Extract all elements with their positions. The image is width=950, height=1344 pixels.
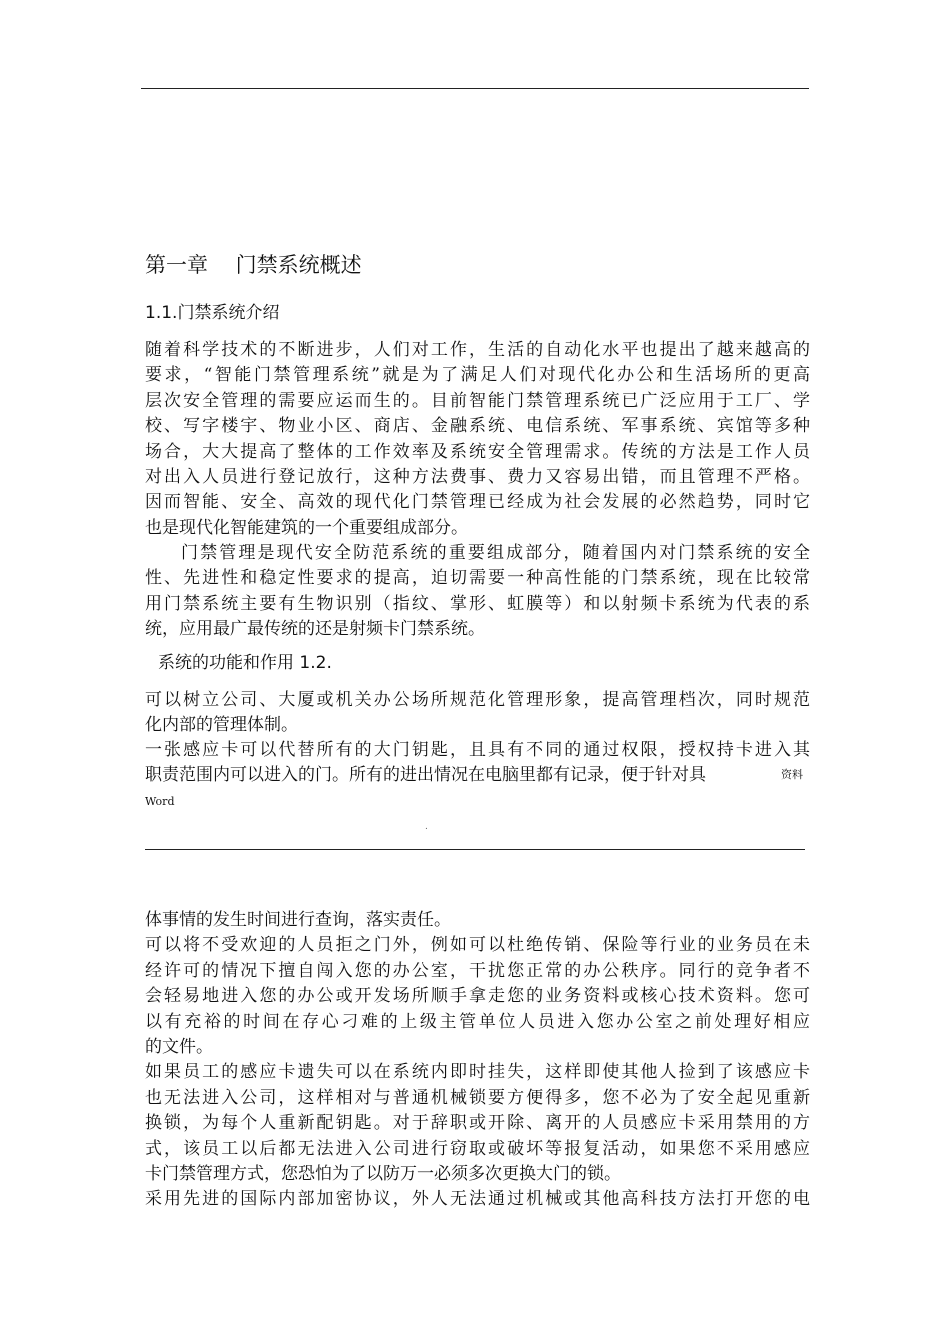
paragraph-line: 统，应用最广最传统的还是射频卡门禁系统。 (145, 619, 485, 640)
paragraph-line: 层次安全管理的需要应运而生的。目前智能门禁管理系统已广泛应用于工厂、学 (145, 390, 810, 411)
paragraph-line: 体事情的发生时间进行查询，落实责任。 (145, 910, 451, 930)
paragraph-line: 职责范围内可以进入的门。所有的进出情况在电脑里都有记录，便于针对具 (145, 765, 706, 786)
paragraph-line: 化内部的管理体制。 (145, 715, 298, 736)
paragraph-line: 采用先进的国际内部加密协议，外人无法通过机械或其他高科技方法打开您的电 (145, 1189, 810, 1210)
paragraph-line: 也无法进入公司，这样相对与普通机械锁要方便得多，您不必为了安全起见重新 (145, 1087, 810, 1108)
paragraph-line: 换锁，为每个人重新配钥匙。对于辞职或开除、离开的人员感应卡采用禁用的方 (145, 1113, 810, 1134)
chapter-title: 第一章 门禁系统概述 (145, 253, 362, 277)
section-heading-1-1: 1.1.门禁系统介绍 (145, 303, 280, 323)
paragraph-line: 校、写字楼宇、物业小区、商店、金融系统、电信系统、军事系统、宾馆等多种 (145, 416, 810, 437)
paragraph-line: 要求，“智能门禁管理系统”就是为了满足人们对现代化办公和生活场所的更高 (145, 365, 810, 386)
section-heading-1-2: 系统的功能和作用 1.2. (158, 653, 332, 673)
paragraph-line: 式，该员工以后都无法进入公司进行窃取或破坏等报复活动，如果您不采用感应 (145, 1138, 810, 1159)
intro-paragraph (145, 338, 810, 541)
footer-dot: . (425, 822, 428, 832)
paragraph-line: 门禁管理是现代安全防范系统的重要组成部分，随着国内对门禁系统的安全 (181, 543, 810, 563)
paragraph-line: 随着科学技术的不断进步，人们对工作，生活的自动化水平也提出了越来越高的 (145, 340, 810, 360)
paragraph-line: 以有充裕的时间在存心刁难的上级主管单位人员进入您办公室之前处理好相应 (145, 1011, 810, 1032)
paragraph-line: 的文件。 (145, 1036, 213, 1057)
function-paragraph-2 (145, 738, 810, 789)
page-top-rule (141, 88, 809, 89)
paragraph-line: 如果员工的感应卡遗失可以在系统内即时挂失，这样即使其他人捡到了该感应卡 (145, 1062, 810, 1083)
paragraph-line: 可以将不受欢迎的人员拒之门外，例如可以杜绝传销、保险等行业的业务员在未 (145, 935, 810, 956)
page2-body (145, 908, 810, 1213)
page-break-rule (145, 849, 805, 850)
access-control-paragraph (145, 541, 810, 643)
paragraph-line: 会轻易地进入您的办公或开发场所顺手拿走您的业务资料或核心技术资料。您可 (145, 986, 810, 1007)
paragraph-line: 因而智能、安全、高效的现代化门禁管理已经成为社会发展的必然趋势，同时它 (145, 492, 810, 513)
paragraph-line: 也是现代化智能建筑的一个重要组成部分。 (145, 517, 468, 538)
paragraph-line: 对出入人员进行登记放行，这种方法费事、费力又容易出错，而且管理不严格。 (145, 466, 810, 487)
paragraph-line: 场合，大大提高了整体的工作效率及系统安全管理需求。传统的方法是工作人员 (145, 441, 810, 462)
paragraph-line: 可以树立公司、大厦或机关办公场所规范化管理形象，提高管理档次，同时规范 (145, 690, 810, 710)
paragraph-line: 用门禁系统主要有生物识别（指纹、掌形、虹膜等）和以射频卡系统为代表的系 (145, 593, 810, 614)
function-paragraph-1 (145, 688, 810, 739)
paragraph-line: 性、先进性和稳定性要求的提高，迫切需要一种高性能的门禁系统，现在比较常 (145, 568, 810, 589)
paragraph-line: 经许可的情况下擅自闯入您的办公室，干扰您正常的办公秩序。同行的竞争者不 (145, 960, 810, 981)
footer-tag: 资料 (781, 768, 803, 781)
footer-tag-word: Word (145, 795, 175, 808)
paragraph-line: 一张感应卡可以代替所有的大门钥匙，且具有不同的通过权限，授权持卡进入其 (145, 740, 810, 760)
paragraph-line: 卡门禁管理方式，您恐怕为了以防万一必须多次更换大门的锁。 (145, 1163, 621, 1184)
